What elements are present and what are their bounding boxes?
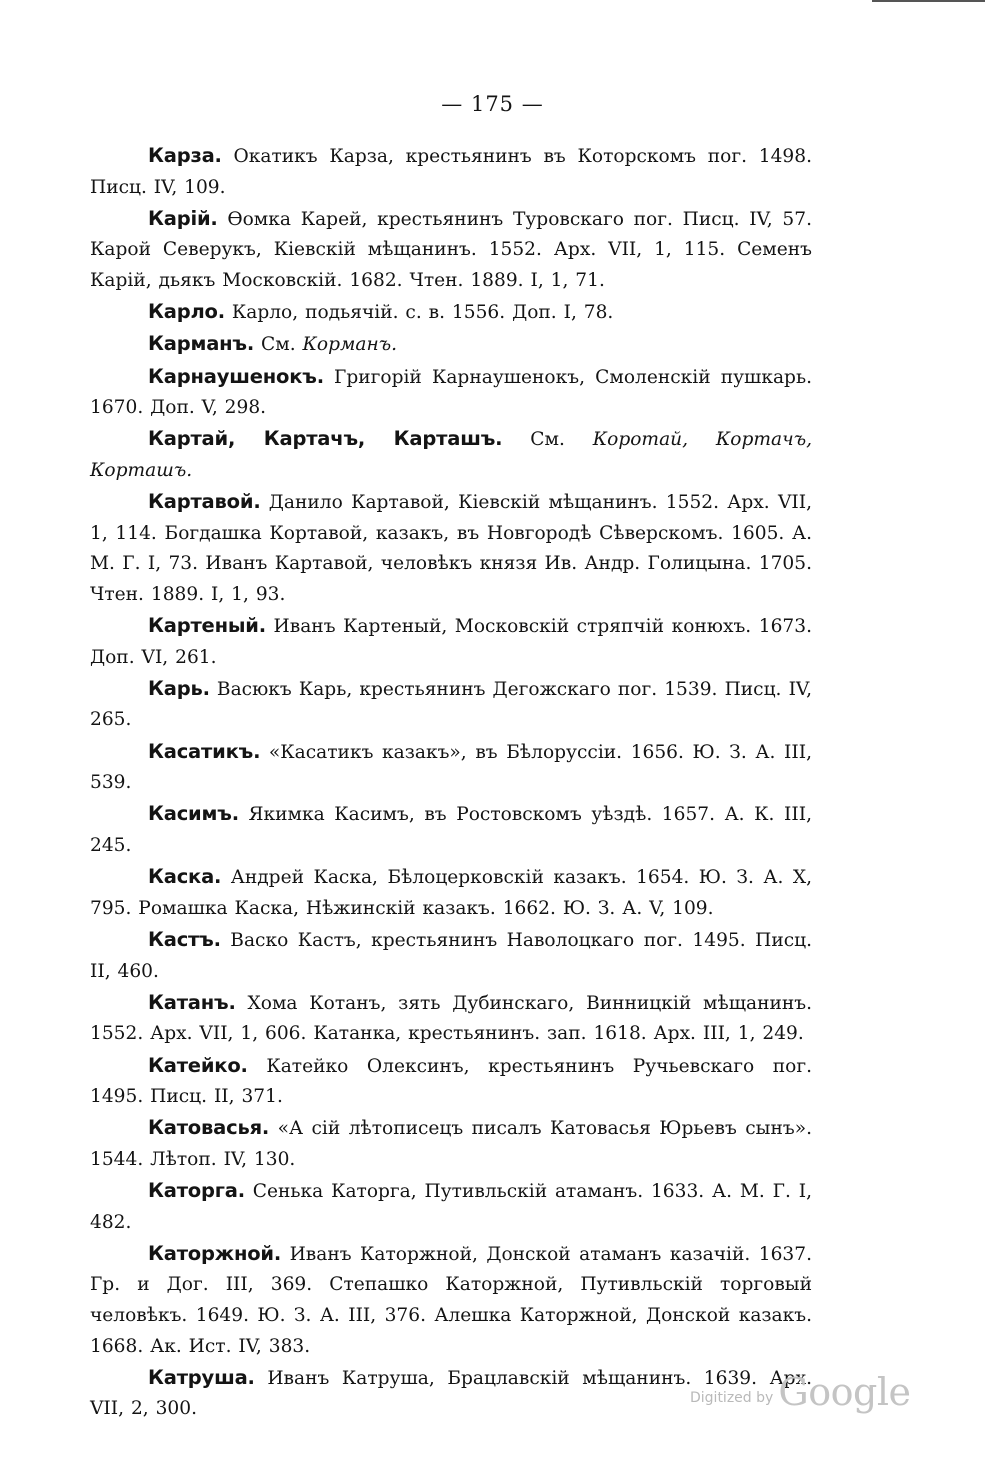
entry xyxy=(90,674,812,736)
entry-headword: Карнаушенокъ. xyxy=(148,364,324,388)
entry-text: Окатикъ Карза, крестьянинъ въ Которскомъ пог. 1498. Писц. IV, 109. xyxy=(90,146,812,198)
entry-headword: Карій. xyxy=(148,206,218,230)
entry xyxy=(90,737,812,799)
entry xyxy=(90,424,812,486)
entry-text: Иванъ Картеный, Московскій стряпчій конюхъ. 1673. Доп. VI, 261. xyxy=(90,616,812,668)
entry xyxy=(90,862,812,924)
entry xyxy=(90,362,812,424)
entry xyxy=(90,611,812,673)
entry xyxy=(90,799,812,861)
entry xyxy=(90,329,812,361)
entry-headword: Каторжной. xyxy=(148,1241,282,1265)
entry xyxy=(90,297,812,329)
google-logo: Google xyxy=(778,1370,911,1414)
page-number: — 175 — xyxy=(441,92,544,116)
entry-headword: Касимъ. xyxy=(148,802,239,826)
entry-text: «Касатикъ казакъ», въ Бѣлоруссіи. 1656. Ю. З. А. III, 539. xyxy=(90,741,812,794)
entry-headword: Карманъ. xyxy=(148,332,255,356)
digitized-by-watermark xyxy=(690,1370,910,1414)
entry-headword: Касатикъ. xyxy=(148,739,261,763)
entry xyxy=(90,141,812,203)
entry-headword: Катруша. xyxy=(148,1365,255,1389)
entry xyxy=(90,1113,812,1175)
entry xyxy=(90,925,812,987)
entry-text: Карло, подьячій. с. в. 1556. Доп. I, 78. xyxy=(224,302,614,324)
entry-text: Ѳомка Карей, крестьянинъ Туровскаго пог. Писц. IV, 57. Карой Северукъ, Кіевскій мѣщанинъ. 1552. Арх. VII, 1, 115. Семенъ Карій, дьякъ Московскій. 1682. Чтен. 1889. I, 1, 71. xyxy=(90,208,812,291)
entry xyxy=(90,204,812,297)
entry-text: Васюкъ Карь, крестьянинъ Дегожскаго пог. 1539. Писц. IV, 265. xyxy=(90,678,812,731)
entry-headword: Кастъ. xyxy=(148,927,221,951)
entry-headword: Карло. xyxy=(148,300,225,324)
watermark-prefix: Digitized by xyxy=(690,1390,774,1406)
entry-headword: Катейко. xyxy=(148,1053,248,1077)
entry-headword: Катанъ. xyxy=(148,990,236,1014)
entry-text: См. xyxy=(254,334,303,356)
entry-text: Якимка Касимъ, въ Ростовскомъ уѣздѣ. 1657. А. К. III, 245. xyxy=(90,804,812,856)
entry-headword: Каска. xyxy=(148,865,222,889)
entry xyxy=(90,988,812,1050)
entry-text: Васко Кастъ, крестьянинъ Наволоцкаго пог. 1495. Писц. II, 460. xyxy=(90,929,812,982)
entry-text: См. xyxy=(502,429,593,451)
entry-text: Данило Картавой, Кіевскій мѣщанинъ. 1552. Арх. VII, 1, 114. Богдашка Кортавой, казакъ, въ Новгородѣ Сѣверскомъ. 1605. А. М. Г. I, 73. Иванъ Картавой, человѣкъ князя Ив. Андр. Голицына. 1705. Чтен. 1889. I, 1, 93. xyxy=(90,492,812,605)
entry-text: Катейко Олексинъ, крестьянинъ Ручьевскаго пог. 1495. Писц. II, 371. xyxy=(90,1055,812,1108)
entry-cross-reference: Коротай, Кортачъ, Корташъ. xyxy=(90,429,812,481)
entry-headword: Картавой. xyxy=(148,490,261,514)
entry-headword: Карза. xyxy=(148,144,222,167)
entry-headword: Каторга. xyxy=(148,1179,245,1203)
entry-cross-reference: Корманъ. xyxy=(302,334,398,356)
entry-headword: Карь. xyxy=(148,676,210,700)
entry-headword: Катовасья. xyxy=(148,1116,270,1140)
entry-headword: Картеный. xyxy=(148,614,266,638)
entry-headword: Картай, Картачъ, Карташъ. xyxy=(148,427,503,451)
entry-text: Андрей Каска, Бѣлоцерковскій казакъ. 1654. Ю. З. А. X, 795. Ромашка Каска, Нѣжинскій казакъ. 1662. Ю. З. А. V, 109. xyxy=(90,867,812,919)
entry-text: Григорій Карнаушенокъ, Смоленскій пушкарь. 1670. Доп. V, 298. xyxy=(90,366,812,419)
entry xyxy=(90,1051,812,1113)
dictionary-entries xyxy=(90,141,812,1425)
entry-text: Иванъ Катруша, Брацлавскій мѣщанинъ. 1639. Арх. VII, 2, 300. xyxy=(90,1367,812,1420)
entry-text: Сенька Каторга, Путивльскій атаманъ. 1633. А. М. Г. I, 482. xyxy=(90,1181,812,1233)
entry-text: «А сій лѣтописецъ писалъ Катовасья Юрьевъ сынъ». 1544. Лѣтоп. IV, 130. xyxy=(90,1118,812,1170)
entry-text: Иванъ Каторжной, Донской атаманъ казачій. 1637. Гр. и Дог. III, 369. Степашко Каторжной, Путивльскій торговый человѣкъ. 1649. Ю. З. А. III, 376. Алешка Каторжной, Донской казакъ. 1668. Ак. Ист. IV, 383. xyxy=(90,1243,812,1357)
entry xyxy=(90,1239,812,1362)
entry xyxy=(90,1176,812,1238)
top-edge-rule xyxy=(872,0,985,6)
entry xyxy=(90,487,812,610)
entry-text: Хома Котанъ, зять Дубинскаго, Винницкій мѣщанинъ. 1552. Арх. VII, 1, 606. Катанка, крестьянинъ. зап. 1618. Арх. III, 1, 249. xyxy=(90,992,812,1045)
